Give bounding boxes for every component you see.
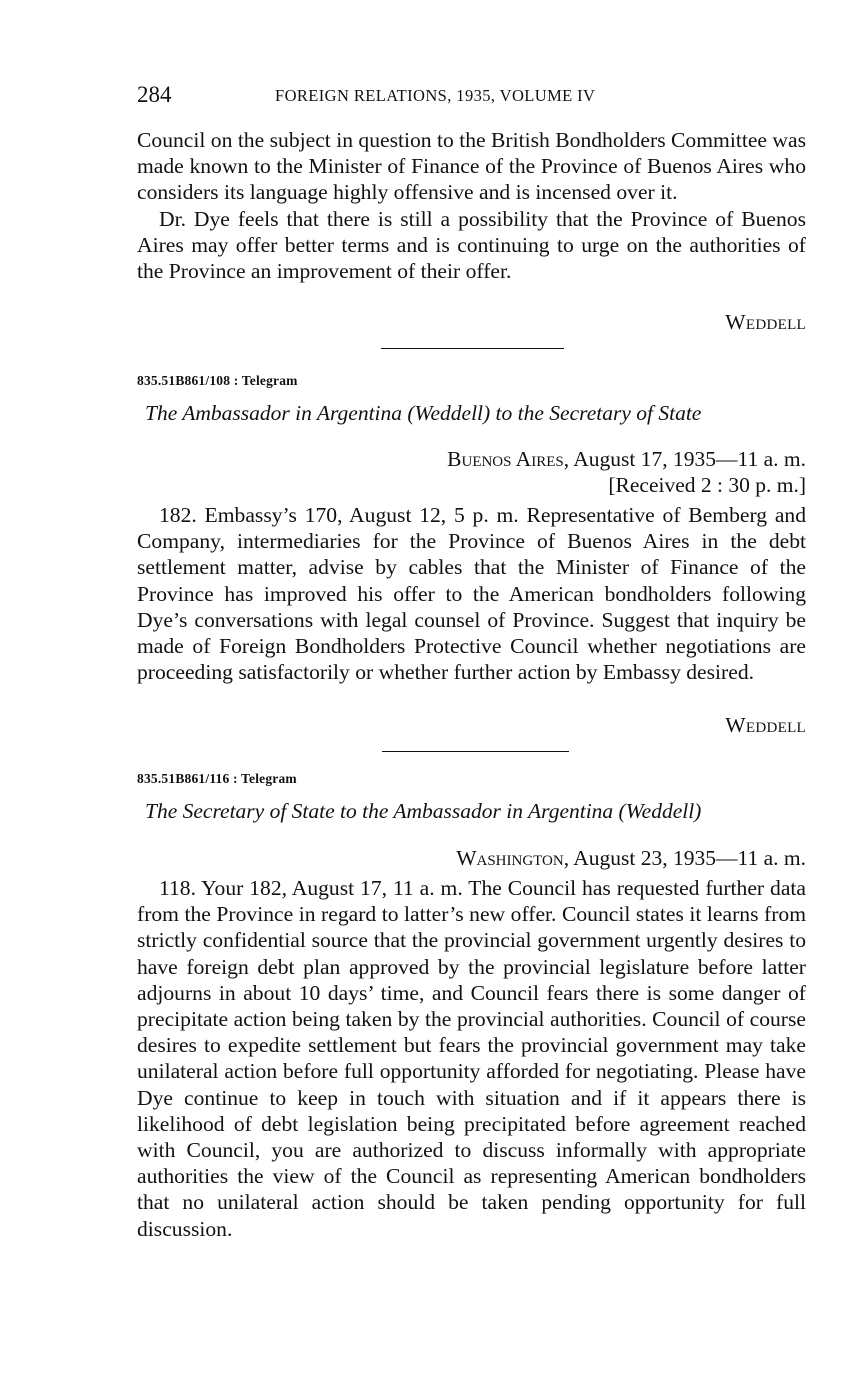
telegram-182-text: 182. Embassy’s 170, August 12, 5 p. m. Representative of Bemberg and Company, intermediaries for the Province of Buenos Aires in the debt settlement matter, advise by cables that the Minister of Finance of the Province has improved his offer to the American bondholders following Dye’s conversations with legal counsel of Province. Suggest that inquiry be made of Foreign Bondholders Protective Council whether negotiations are proceeding satisfactorily or whether further action by Embassy desired. [137,503,806,685]
page-number: 284 [137,82,172,107]
received-line: [Received 2 : 30 p. m.] [608,473,806,497]
dateline-date-1: , August 17, 1935—11 a. m. [563,447,806,471]
dateline-1 [447,447,806,472]
signature-weddell-1: Weddell [725,310,806,334]
continuation-text [137,127,806,284]
dateline-date-2: , August 23, 1935—11 a. m. [563,846,806,870]
section-divider-1 [381,348,564,349]
dateline-2 [456,846,806,871]
telegram-118-text: 118. Your 182, August 17, 11 a. m. The Council has requested further data from the Province in regard to latter’s new offer. Council states it learns from strictly confidential source that the provincial government urgently desires to have foreign debt plan approved by the provincial legislature before latter adjourns in about 10 days’ time, and Council fears there is some danger of precipitate action being taken by the provincial authorities. Council of course desires to expedite settlement but fears the provincial government may take unilateral action before full opportunity afforded for negotiating. Please have Dye continue to keep in touch with situation and if it appears there is likelihood of debt legislation being precipitated before agreement reached with Council, you are authorized to discuss informally with appropriate authorities the view of the Council as representing American bondholders that no unilateral action should be taken pending opportunity for full discussion. [137,876,806,1241]
document-title-1: The Ambassador in Argentina (Weddell) to the Secretary of State [145,401,702,425]
running-head: FOREIGN RELATIONS, 1935, VOLUME IV [275,86,596,105]
document-title-2: The Secretary of State to the Ambassador in Argentina (Weddell) [145,799,702,823]
dateline-place-1: Buenos Aires [447,447,564,471]
section-divider-2 [382,751,569,752]
continuation-paragraph-1: Council on the subject in question to the British Bondholders Committee was made known to the Minister of Finance of the Province of Buenos Aires who considers its language highly offensive and is incensed over it. [137,128,806,205]
telegram-body-1 [137,502,806,685]
file-number-1: 835.51B861/108 : Telegram [137,373,298,388]
signature-weddell-2: Weddell [725,713,806,737]
dateline-place-2: Washington [456,846,564,870]
telegram-body-2 [137,875,806,1242]
file-number-2: 835.51B861/116 : Telegram [137,771,297,786]
continuation-paragraph-2: Dr. Dye feels that there is still a possibility that the Province of Buenos Aires may offer better terms and is continuing to urge on the authorities of the Province an improvement of their offer. [137,206,806,284]
